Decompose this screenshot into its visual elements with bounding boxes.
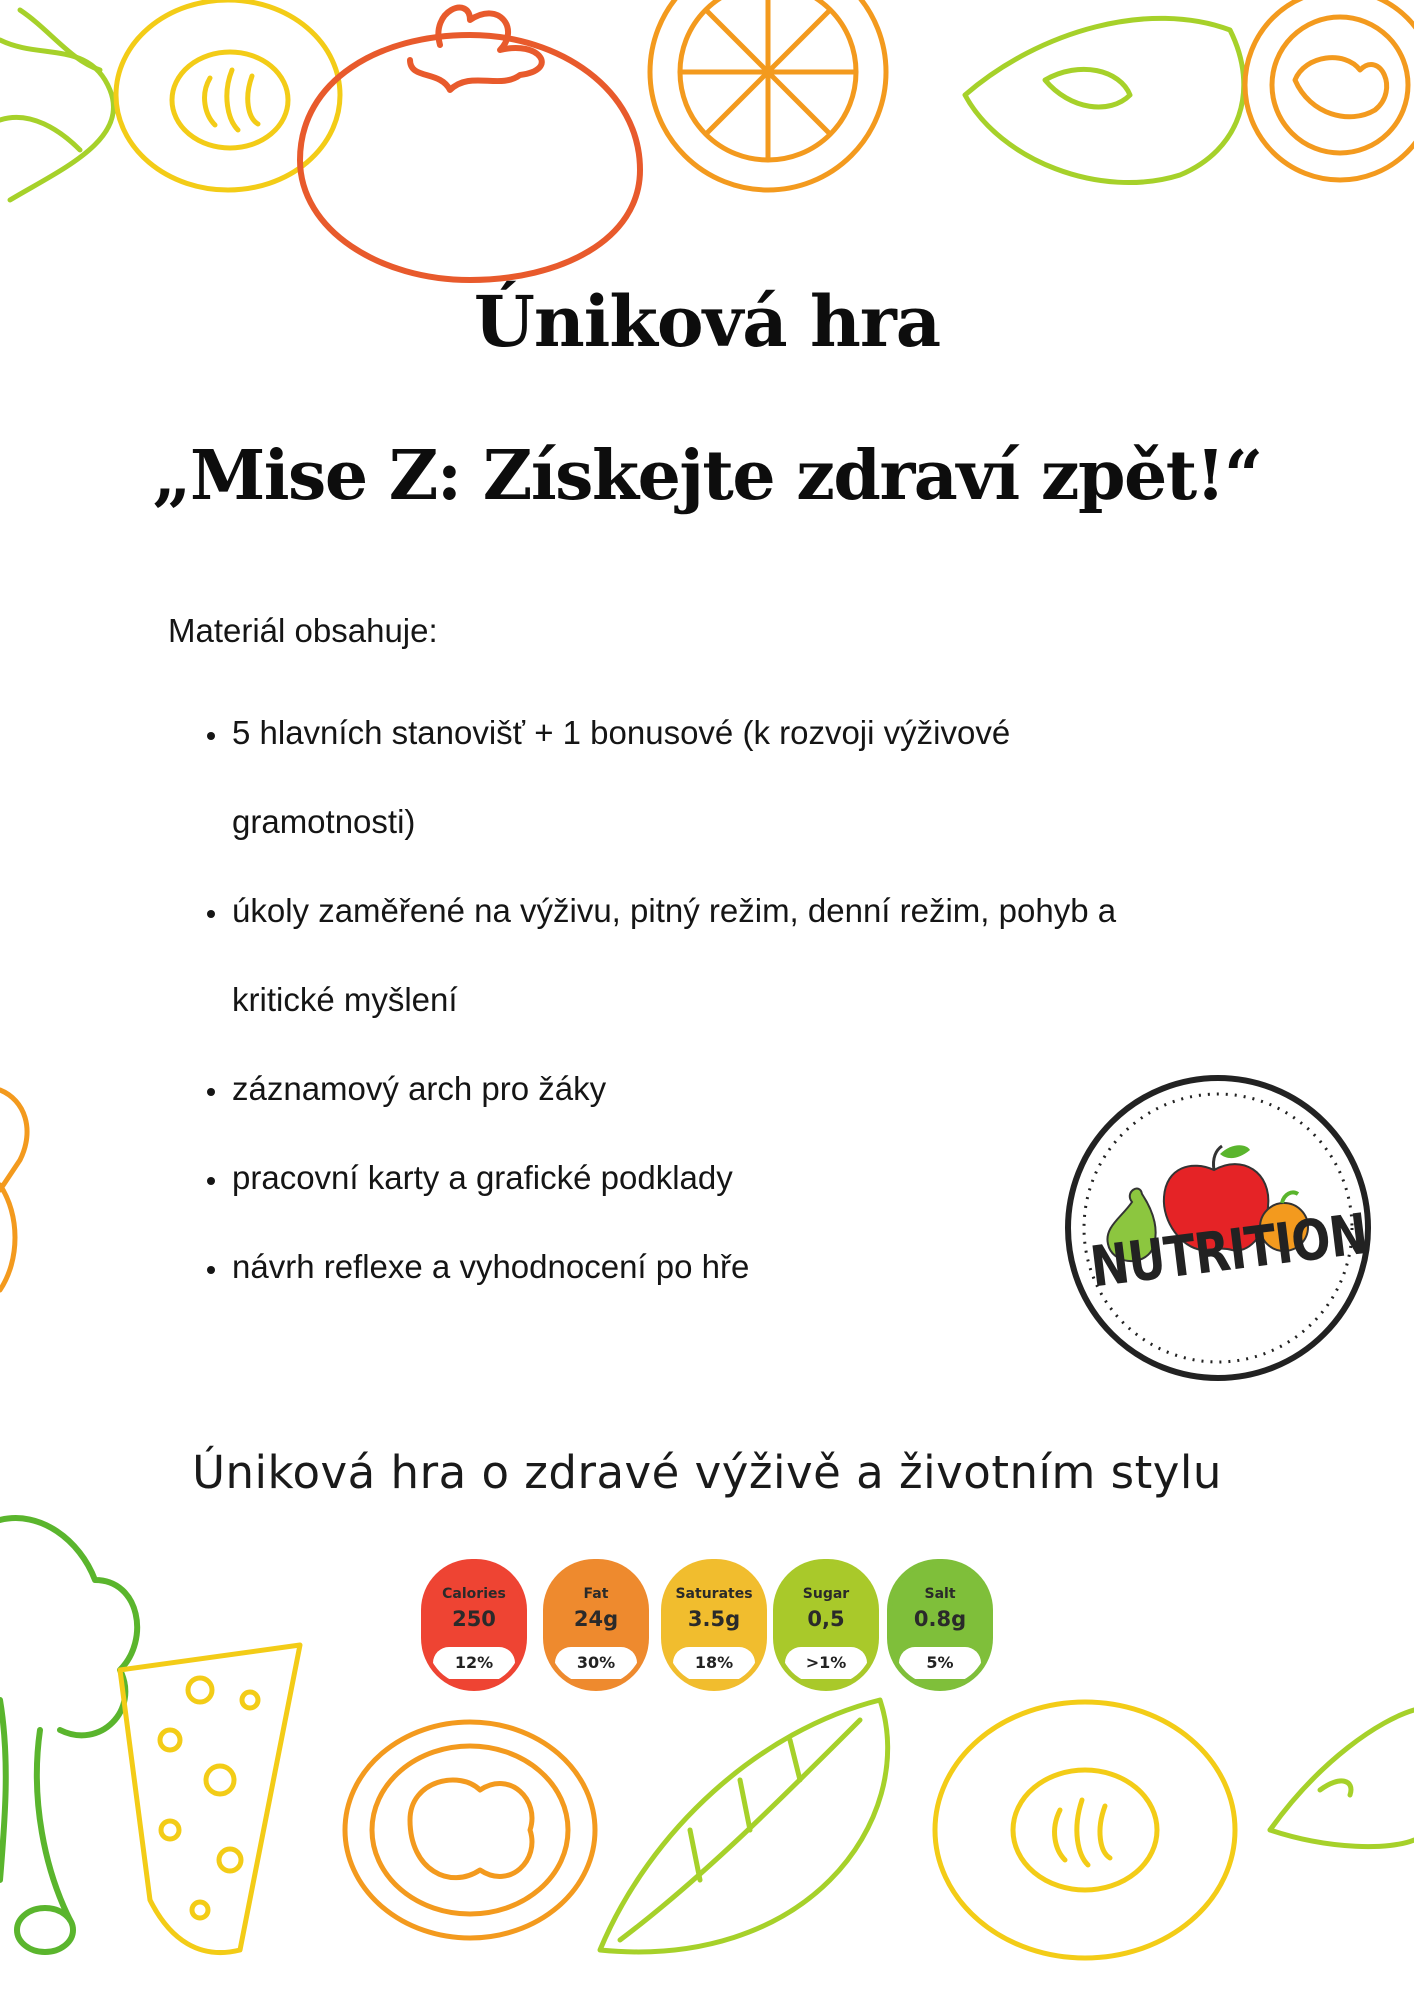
list-item: • úkoly zaměřené na výživu, pitný režim, denní režim, pohyb a kritické myšlení xyxy=(230,866,1162,1044)
lettuce-leaf-icon xyxy=(0,10,114,200)
tomato-icon xyxy=(300,8,640,280)
label-name: Salt xyxy=(924,1586,956,1602)
broccoli-icon xyxy=(0,1518,137,1952)
list-item: • návrh reflexe a vyhodnocení po hře xyxy=(230,1222,1230,1311)
page-title: Úniková hra xyxy=(473,280,941,363)
walnut-half-icon xyxy=(345,1722,595,1938)
nutrition-label-fat xyxy=(544,1560,648,1690)
apple-wedge-icon xyxy=(1270,1710,1414,1847)
label-top xyxy=(548,1564,644,1650)
label-top xyxy=(666,1564,762,1650)
game-name: „Mise Z: Získejte zdraví zpět!“ xyxy=(152,436,1262,516)
label-amount: 0,5 xyxy=(807,1607,845,1631)
label-name: Fat xyxy=(583,1586,609,1602)
label-name: Sugar xyxy=(802,1586,850,1602)
melon-icon xyxy=(935,1702,1235,1958)
orange-slice-icon xyxy=(650,0,886,190)
nutrition-label-sugar xyxy=(774,1560,878,1690)
badge-text: NUTRITION xyxy=(1087,1201,1371,1301)
cheese-icon xyxy=(120,1645,300,1953)
contents-intro: Materiál obsahuje: xyxy=(168,612,438,649)
nutrition-label-saturates xyxy=(662,1560,766,1690)
list-item: • 5 hlavních stanovišť + 1 bonusové (k rozvoji výživové gramotnosti) xyxy=(230,688,1162,866)
label-percent: 12% xyxy=(433,1647,515,1679)
label-amount: 0.8g xyxy=(913,1607,967,1631)
list-item: • záznamový arch pro žáky xyxy=(230,1044,1230,1133)
nutrition-labels xyxy=(422,1560,1022,1695)
nutrition-badge xyxy=(1062,1072,1374,1384)
label-top xyxy=(778,1564,874,1650)
list-item: • pracovní karty a grafické podklady xyxy=(230,1133,1230,1222)
label-amount: 24g xyxy=(573,1607,619,1631)
apple-slice-icon xyxy=(965,18,1244,182)
walnut-icon xyxy=(1245,0,1414,180)
lettuce-icon xyxy=(600,1700,888,1952)
label-percent: >1% xyxy=(785,1647,867,1679)
lemon-icon xyxy=(116,0,340,190)
label-amount: 250 xyxy=(452,1607,496,1631)
label-name: Saturates xyxy=(675,1586,753,1602)
label-amount: 3.5g xyxy=(687,1607,741,1631)
label-name: Calories xyxy=(442,1586,506,1602)
label-top xyxy=(426,1564,522,1650)
label-percent: 5% xyxy=(899,1647,981,1679)
nutrition-label-salt xyxy=(888,1560,992,1690)
nutrition-label-calories xyxy=(422,1560,526,1690)
tagline: Úniková hra o zdravé výživě a životním stylu xyxy=(192,1446,1222,1499)
label-percent: 18% xyxy=(673,1647,755,1679)
label-top xyxy=(892,1564,988,1650)
orange-wedge-icon xyxy=(0,1090,27,1290)
label-percent: 30% xyxy=(555,1647,637,1679)
